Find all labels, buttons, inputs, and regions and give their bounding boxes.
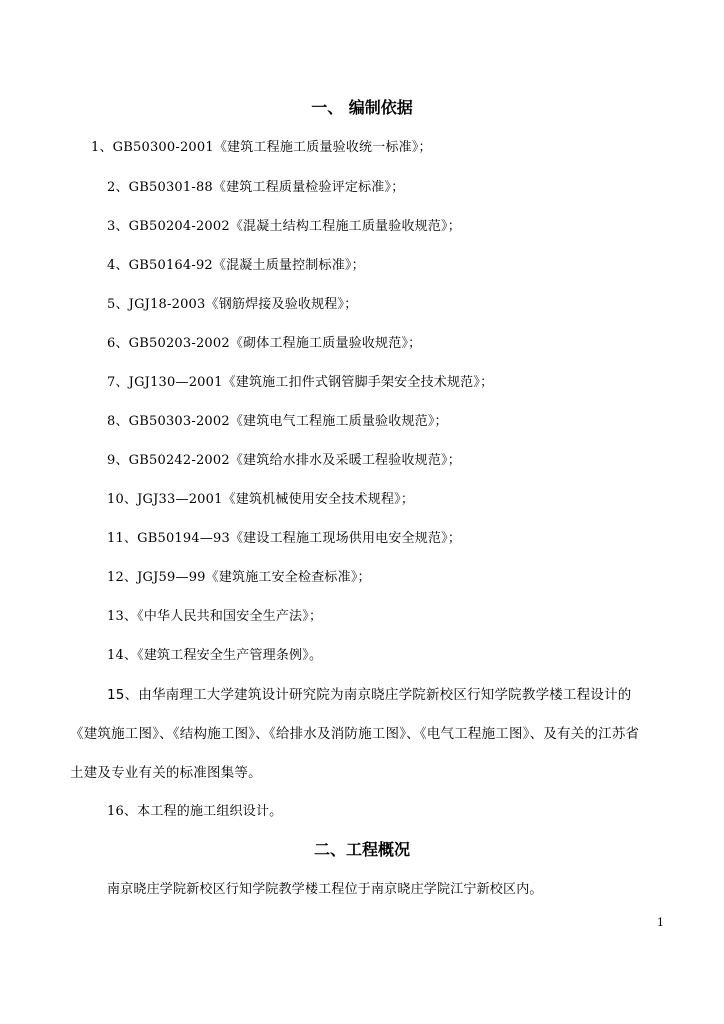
basis-item-9: 9、GB50242-2002《建筑给水排水及采暖工程验收规范》； <box>107 453 461 468</box>
basis-item-2: 2、GB50301-88《建筑工程质量检验评定标准》； <box>107 180 405 195</box>
page-number: 1 <box>657 916 664 929</box>
section1-title: 一、 编制依据 <box>311 98 413 117</box>
basis-item-13: 13、《中华人民共和国安全生产法》； <box>107 609 323 624</box>
basis-item-15-line2: 《建筑施工图》、《结构施工图》、《给排水及消防施工图》、《电气工程施工图》、及有关的江苏省 <box>70 726 640 742</box>
basis-item-3: 3、GB50204-2002《混凝土结构工程施工质量验收规范》； <box>107 219 461 234</box>
basis-item-1: 1、GB50300-2001《建筑工程施工质量验收统一标准》； <box>91 140 432 155</box>
basis-item-8: 8、GB50303-2002《建筑电气工程施工质量验收规范》； <box>107 414 448 429</box>
basis-item-6: 6、GB50203-2002《砌体工程施工质量验收规范》； <box>107 336 422 351</box>
basis-item-12: 12、JGJ59—99《建筑施工安全检查标准》； <box>107 570 371 585</box>
basis-item-10: 10、JGJ33—2001《建筑机械使用安全技术规程》； <box>107 492 415 507</box>
overview-text: 南京晓庄学院新校区行知学院教学楼工程位于南京晓庄学院江宁新校区内。 <box>107 882 543 897</box>
section2-title: 二、工程概况 <box>313 840 410 859</box>
basis-item-15-line3: 土建及专业有关的标准图集等。 <box>70 765 262 781</box>
basis-item-14: 14、《建筑工程安全生产管理条例》。 <box>107 648 323 663</box>
basis-item-16: 16、本工程的施工组织设计。 <box>107 804 283 819</box>
basis-item-11: 11、GB50194—93《建设工程施工现场供用电安全规范》； <box>107 531 462 546</box>
basis-item-15-line1: 15、由华南理工大学建筑设计研究院为南京晓庄学院新校区行知学院教学楼工程设计的 <box>107 687 632 703</box>
basis-item-4: 4、GB50164-92《混凝土质量控制标准》； <box>107 258 365 273</box>
basis-item-5: 5、JGJ18-2003《钢筋焊接及验收规程》； <box>107 297 358 312</box>
basis-item-7: 7、JGJ130—2001《建筑施工扣件式钢管脚手架安全技术规范》； <box>107 375 494 390</box>
